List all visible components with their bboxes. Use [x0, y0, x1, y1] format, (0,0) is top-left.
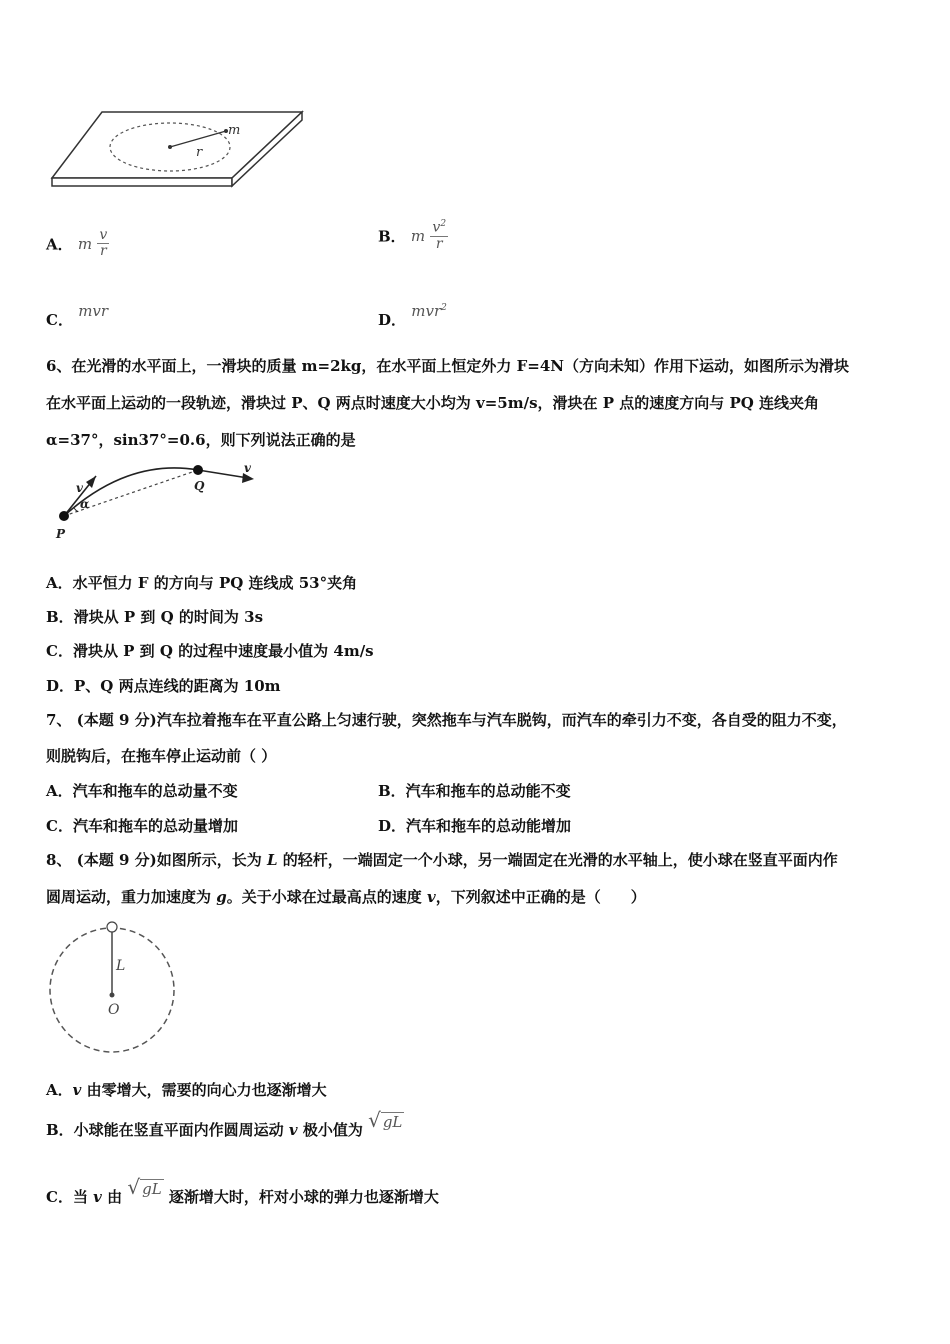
q6-option-d: D．P、Q 两点连线的距离为 10m	[46, 677, 281, 695]
q6-stem-line-2: 在水平面上运动的一段轨迹，滑块过 P、Q 两点时速度大小均为 v=5m/s，滑块在 P 点的速度方向与 PQ 连线夹角	[46, 394, 820, 412]
fig2-label-p: P	[56, 527, 66, 541]
fig2-label-q: Q	[194, 479, 205, 493]
circular-motion-plate-figure	[50, 108, 310, 192]
q7-option-b: B．汽车和拖车的总动能不变	[378, 782, 571, 800]
fig3-label-l: L	[116, 958, 126, 974]
q6-stem-line-1: 6、在光滑的水平面上，一滑块的质量 m=2kg，在水平面上恒定外力 F=4N（方向未知）作用下运动，如图所示为滑块	[46, 357, 850, 375]
q8-option-c: C．当 v 由 √ gL 逐渐增大时，杆对小球的弹力也逐渐增大	[46, 1175, 439, 1206]
fig1-label-r: r	[196, 145, 203, 160]
q5-option-c: C． mvr	[46, 302, 109, 329]
q8-option-b: B．小球能在竖直平面内作圆周运动 v 极小值为 √ gL	[46, 1108, 403, 1139]
q5-option-b: B． m $\frac{v^2}{r}$	[378, 219, 447, 253]
q6-stem-line-3: α=37°，sin37°=0.6，则下列说法正确的是	[46, 431, 356, 449]
q7-option-a: A．汽车和拖车的总动量不变	[46, 782, 238, 800]
q7-stem-line-2: 则脱钩后，在拖车停止运动前（ ）	[46, 747, 277, 765]
fig2-label-alpha: α	[80, 497, 90, 511]
q5-option-a: A． m $\frac{v}{r}$	[46, 227, 108, 260]
fig2-label-v1: v	[76, 481, 83, 495]
q8-stem-line-2: 圆周运动，重力加速度为 g。关于小球在过最高点的速度 v，下列叙述中正确的是（ ）	[46, 888, 646, 906]
q7-stem-line-1: 7、 (本题 9 分)汽车拉着拖车在平直公路上匀速行驶，突然拖车与汽车脱钩，而汽车的牵引力不变，各自受的阻力不变，	[46, 711, 847, 729]
q5-option-d: D． mvr$^2$	[378, 302, 447, 329]
trajectory-figure	[48, 458, 268, 542]
fig3-label-o: O	[108, 1002, 120, 1018]
q6-option-c: C．滑块从 P 到 Q 的过程中速度最小值为 4m/s	[46, 642, 374, 660]
q7-option-d: D．汽车和拖车的总动能增加	[378, 817, 572, 835]
fig2-label-v2: v	[244, 461, 251, 475]
rod-circle-figure	[46, 918, 178, 1058]
fig1-label-m: m	[228, 123, 241, 138]
q8-stem-line-1: 8、 (本题 9 分)如图所示，长为 L 的轻杆，一端固定一个小球，另一端固定在光滑的水平轴上，使小球在竖直平面内作	[46, 851, 838, 869]
q6-option-b: B．滑块从 P 到 Q 的时间为 3s	[46, 608, 264, 626]
q7-option-c: C．汽车和拖车的总动量增加	[46, 817, 238, 835]
q8-option-a: A．v 由零增大，需要的向心力也逐渐增大	[46, 1081, 327, 1099]
q6-option-a: A．水平恒力 F 的方向与 PQ 连线成 53°夹角	[46, 574, 358, 592]
